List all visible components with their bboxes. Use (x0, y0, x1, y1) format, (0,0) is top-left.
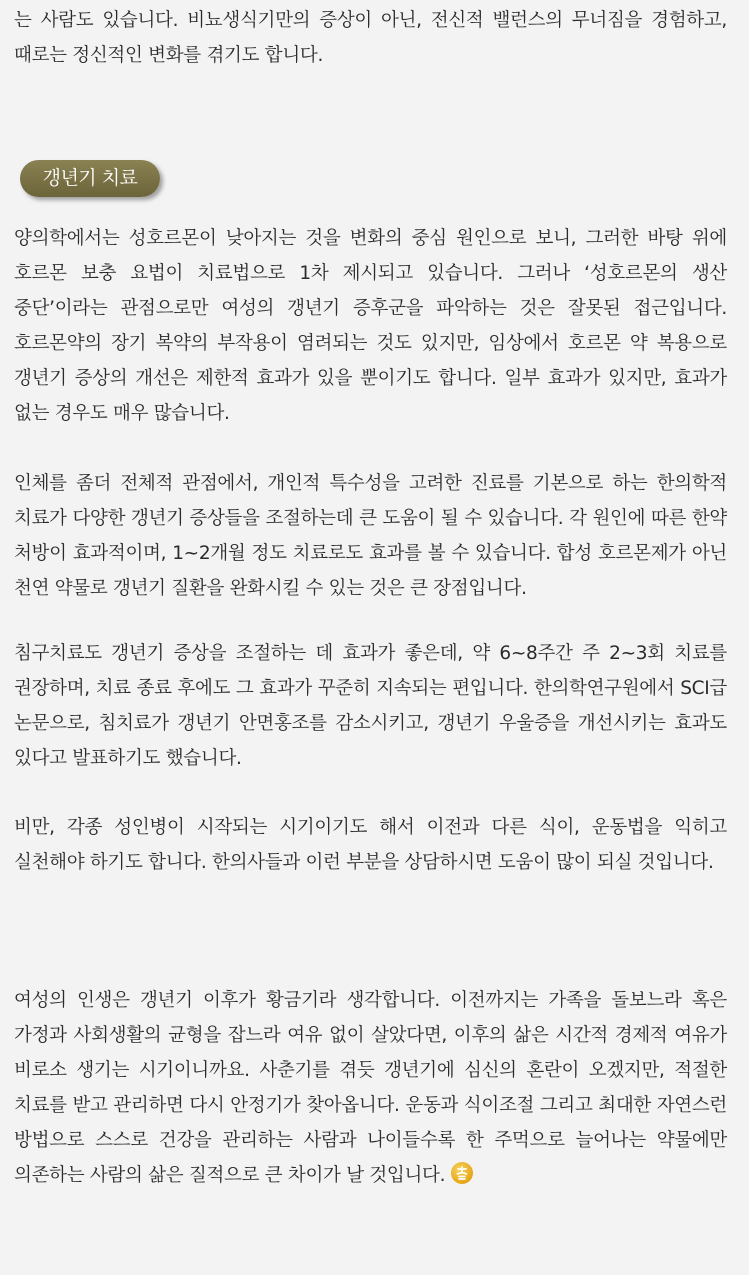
paragraph-5 (14, 983, 727, 1193)
paragraph-1: 양의학에서는 성호르몬이 낮아지는 것을 변화의 중심 원인으로 보니, 그러한 바탕 위에 호르몬 보충 요법이 치료법으로 1차 제시되고 있습니다. 그러나 ‘성호르몬의 생산 중단’이라는 관점으로만 여성의 갱년기 증후군을 파악하는 것은 잘못된 접근입니다. 호르몬약의 장기 복약의 부작용이 염려되는 것도 있지만, 임상에서 호르몬 약 복용으로 갱년기 증상의 개선은 제한적 효과가 있을 뿐이기도 합니다. 일부 효과가 있지만, 효과가 없는 경우도 매우 많습니다. (14, 228, 727, 424)
paragraph-3: 침구치료도 갱년기 증상을 조절하는 데 효과가 좋은데, 약 6~8주간 주 2~3회 치료를 권장하며, 치료 종료 후에도 그 효과가 꾸준히 지속되는 편입니다. 한의학연구원에서 SCI급 논문으로, 침치료가 갱년기 안면홍조를 감소시키고, 갱년기 우울증을 개선시키는 효과도 있다고 발표하기도 했습니다. (14, 643, 727, 769)
paragraph-5-text: 여성의 인생은 갱년기 이후가 황금기라 생각합니다. 이전까지는 가족을 돌보느라 혹은 가정과 사회생활의 균형을 잡느라 여유 없이 살았다면, 이후의 삶은 시간적 경제적 여유가 비로소 생기는 시기이니까요. 사춘기를 겪듯 갱년기에 심신의 혼란이 오겠지만, 적절한 치료를 받고 관리하면 다시 안정기가 찾아옵니다. 운동과 식이조절 그리고 최대한 자연스런 방법으로 스스로 건강을 관리하는 사람과 나이들수록 한 주먹으로 늘어나는 약물에만 의존하는 사람의 삶은 질적으로 큰 차이가 날 것입니다. (14, 990, 727, 1186)
paragraph-2: 인체를 좀더 전체적 관점에서, 개인적 특수성을 고려한 진료를 기본으로 하는 한의학적 치료가 다양한 갱년기 증상들을 조절하는데 큰 도움이 될 수 있습니다. 각 원인에 따른 한약 처방이 효과적이며, 1~2개월 정도 치료로도 효과를 볼 수 있습니다. 합성 호르몬제가 아닌 천연 약물로 갱년기 질환을 완화시킬 수 있는 것은 큰 장점입니다. (14, 473, 727, 599)
section-title-badge (20, 160, 160, 197)
section-title: 갱년기 치료 (42, 167, 138, 189)
intro-paragraph: 는 사람도 있습니다. 비뇨생식기만의 증상이 아닌, 전신적 밸런스의 무너짐을 경험하고, 때로는 정신적인 변화를 겪기도 합니다. (14, 10, 727, 66)
paragraph-4: 비만, 각종 성인병이 시작되는 시기이기도 해서 이전과 다른 식이, 운동법을 익히고 실천해야 하기도 합니다. 한의사들과 이런 부분을 상담하시면 도움이 많이 되실 것입니다. (14, 817, 727, 873)
logo-icon (451, 1162, 473, 1184)
